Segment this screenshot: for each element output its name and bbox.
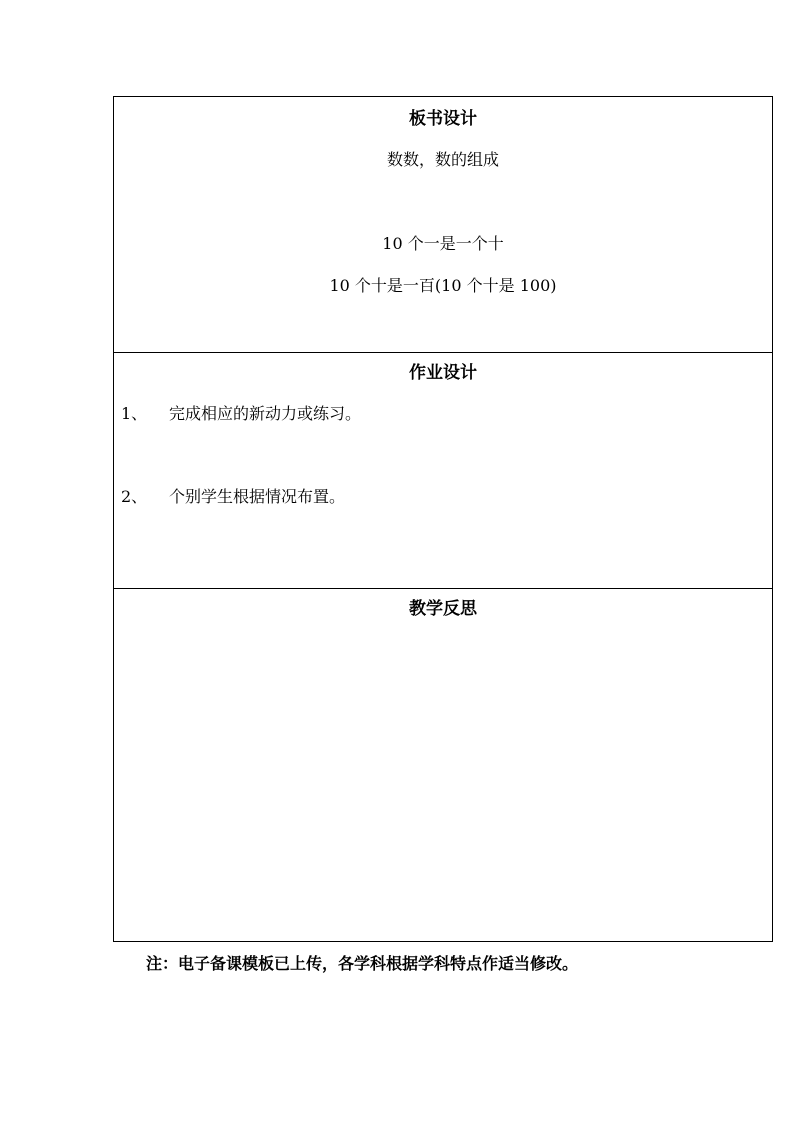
homework-design-heading: 作业设计 — [409, 363, 477, 383]
homework-item-number: 2、 — [121, 487, 148, 506]
homework-item-number: 1、 — [121, 404, 148, 423]
teaching-reflection-heading: 教学反思 — [409, 599, 477, 619]
teaching-reflection-section — [114, 589, 772, 941]
board-design-section — [114, 97, 772, 353]
homework-item — [121, 404, 762, 424]
board-design-heading: 板书设计 — [409, 109, 477, 129]
lesson-plan-table — [113, 96, 773, 942]
board-design-line-2: 10 个十是一百(10 个十是 100) — [329, 276, 557, 295]
homework-design-section — [114, 353, 772, 589]
board-design-subtitle: 数数，数的组成 — [386, 150, 499, 169]
homework-item-text: 完成相应的新动力或练习。 — [169, 404, 362, 423]
template-note: 注：电子备课模板已上传，各学科根据学科特点作适当修改。 — [146, 954, 579, 973]
homework-item-text: 个别学生根据情况布置。 — [169, 487, 346, 506]
homework-item — [121, 487, 762, 507]
board-design-line-1: 10 个一是一个十 — [382, 234, 504, 253]
